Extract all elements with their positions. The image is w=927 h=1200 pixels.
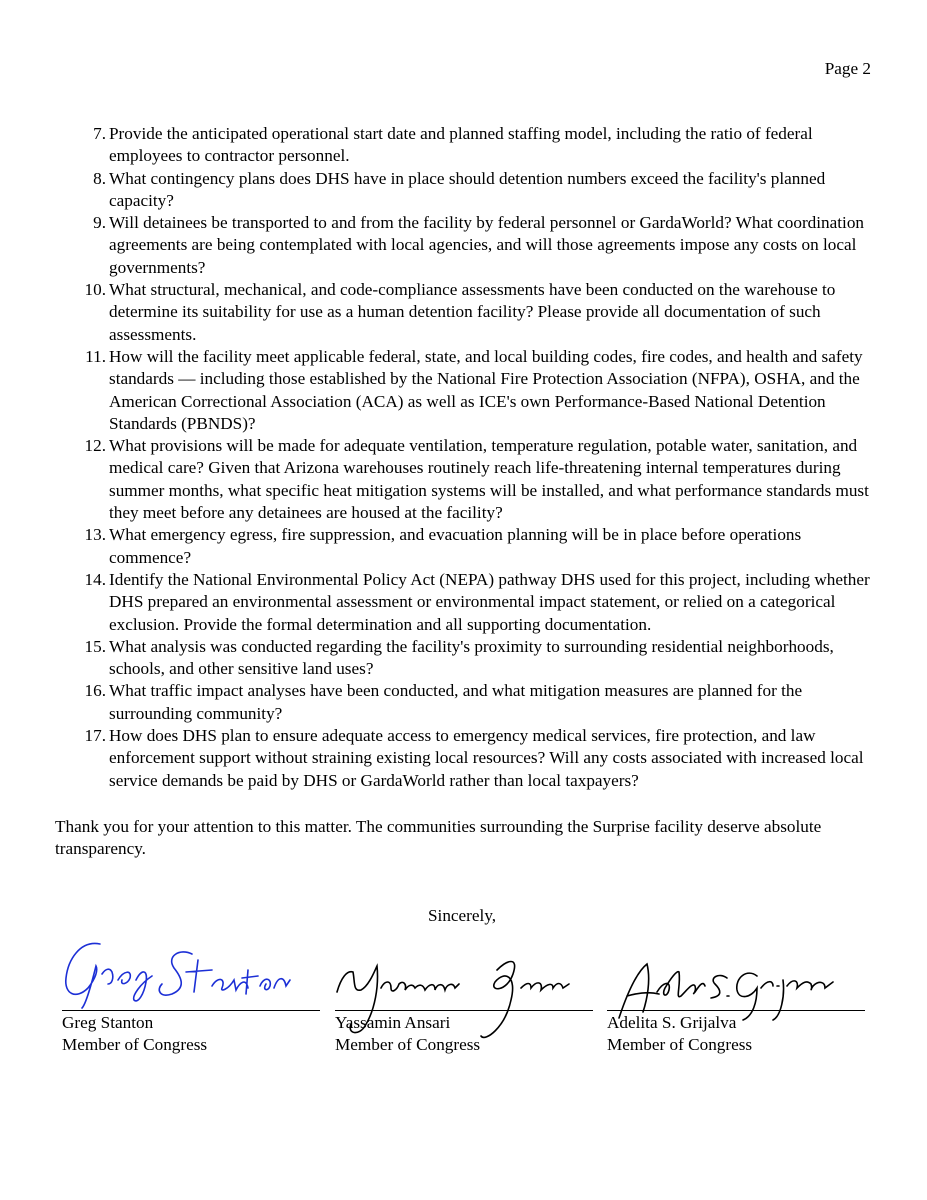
signature-block — [335, 930, 593, 1057]
signatory-name: Greg Stanton — [62, 1013, 154, 1032]
item-text: What traffic impact analyses have been conducted, and what mitigation measures are planned for the surrounding community? — [109, 681, 803, 723]
item-text: What contingency plans does DHS have in place should detention numbers exceed the facility's planned capacity? — [109, 168, 826, 210]
signatory-title: Member of Congress — [335, 1035, 481, 1055]
item-number: 16. — [84, 681, 106, 701]
item-text: How will the facility meet applicable federal, state, and local building codes, fire codes, and health and safety standards — including those established by the National Fire Protection Association (NFPA), OSHA, and the American Correctional Association (ACA) as well as ICE's own Performance-Based National Detention Standards (PBNDS)? — [109, 346, 863, 433]
signature-line — [335, 930, 593, 1011]
list-item — [80, 123, 880, 168]
signature-line — [607, 930, 865, 1011]
signature-block — [62, 930, 320, 1057]
list-item — [80, 569, 880, 636]
list-item — [80, 636, 880, 681]
list-item — [80, 435, 880, 524]
item-text: Identify the National Environmental Policy Act (NEPA) pathway DHS used for this project, including whether DHS prepared an environmental assessment or environmental impact statement, or relied on a categorical exclusion. Provide the formal determination and all supporting documentation. — [109, 569, 870, 634]
list-item — [80, 524, 880, 569]
signature-block — [607, 930, 865, 1057]
list-item — [80, 346, 880, 435]
signature-image — [62, 930, 292, 1010]
item-number: 9. — [93, 213, 106, 233]
item-text: Will detainees be transported to and from the facility by federal personnel or GardaWorld? What coordination agreements are being contemplated with local agencies, and will those agreements impose any costs on local governments? — [109, 213, 865, 277]
item-number: 10. — [84, 280, 106, 300]
item-text: Provide the anticipated operational start date and planned staffing model, including the ratio of federal employees to contractor personnel. — [109, 124, 813, 166]
item-number: 7. — [93, 124, 106, 143]
item-text: What structural, mechanical, and code-compliance assessments have been conducted on the warehouse to determine its suitability for use as a human detention facility? Please provide all documentation of such assessments. — [109, 280, 836, 344]
page-number: Page 2 — [824, 59, 871, 78]
item-number: 15. — [84, 636, 106, 656]
signature-image — [607, 930, 847, 1030]
item-number: 12. — [84, 436, 106, 456]
signatory-name: Adelita S. Grijalva — [607, 1013, 737, 1032]
item-text: How does DHS plan to ensure adequate access to emergency medical services, fire protection, and law enforcement support without straining existing local resources? Will any costs associated with increased local service demands be paid by DHS or GardaWorld rather than local taxpayers? — [109, 726, 864, 790]
item-text: What emergency egress, fire suppression, and evacuation planning will be in place before operations commence? — [109, 525, 802, 567]
item-number: 11. — [85, 346, 106, 366]
list-item — [80, 212, 880, 279]
signature-image — [335, 930, 575, 1050]
item-text: What analysis was conducted regarding the facility's proximity to surrounding residential neighborhoods, schools, and other sensitive land uses? — [109, 636, 834, 679]
list-item — [80, 680, 880, 725]
item-number: 14. — [84, 569, 106, 589]
question-list — [80, 123, 880, 792]
item-text: What provisions will be made for adequate ventilation, temperature regulation, potable water, sanitation, and medical care? Given that Arizona warehouses routinely reach life-threatening internal temperatures during summer months, what specific heat mitigation systems will be installed, and what performance standards must they meet before any detainees are housed at the facility? — [109, 436, 869, 523]
list-item — [80, 725, 880, 792]
sign-off: Sincerely, — [428, 906, 497, 925]
list-item — [80, 168, 880, 213]
signatory-name: Yassamin Ansari — [335, 1013, 451, 1032]
item-number: 8. — [93, 168, 106, 188]
signatory-title: Member of Congress — [62, 1035, 208, 1055]
signature-line — [62, 930, 320, 1011]
list-item — [80, 279, 880, 346]
item-number: 17. — [84, 726, 106, 746]
closing-paragraph: Thank you for your attention to this matter. The communities surrounding the Surprise facility deserve absolute transparency. — [55, 817, 822, 859]
item-number: 13. — [84, 525, 106, 545]
signatory-title: Member of Congress — [607, 1035, 753, 1055]
